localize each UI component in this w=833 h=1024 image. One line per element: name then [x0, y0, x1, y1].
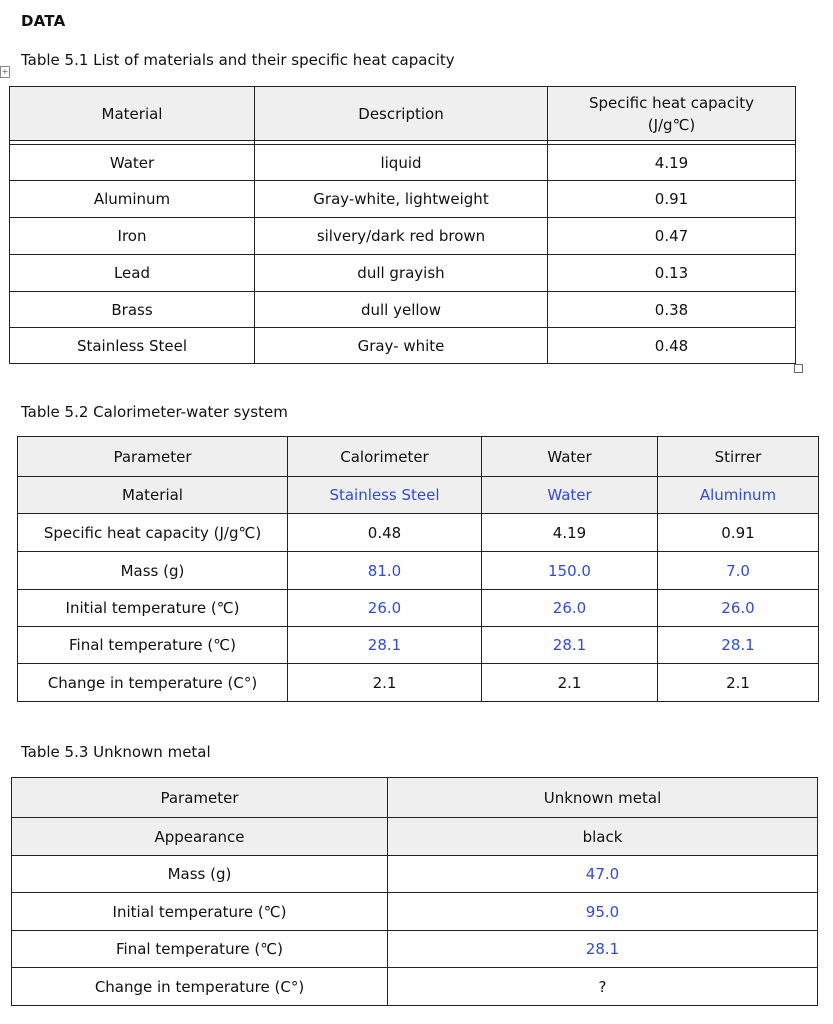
- table-resize-handle-icon[interactable]: [794, 364, 803, 373]
- table-row: [10, 255, 796, 292]
- header-stirrer: Stirrer: [658, 437, 819, 477]
- table-cell: 26.0: [658, 590, 819, 627]
- table-cell: 28.1: [658, 627, 819, 664]
- table-cell: 0.48: [548, 328, 796, 364]
- table3-caption: Table 5.3 Unknown metal: [21, 743, 211, 761]
- table-header-row: [18, 437, 819, 477]
- calorimeter-table: [17, 436, 819, 702]
- table-cell: 28.1: [288, 627, 482, 664]
- table-row: [12, 856, 818, 893]
- table-cell: Change in temperature (C°): [12, 968, 388, 1006]
- header-unknown-metal: Unknown metal: [388, 778, 818, 818]
- table-cell: 4.19: [482, 514, 658, 552]
- header-material: Material: [10, 87, 255, 141]
- table-row: [10, 218, 796, 255]
- unknown-metal-table: [11, 777, 818, 1006]
- header-specific-heat: Specific heat capacity (J/g℃): [548, 87, 796, 141]
- table-cell: 0.47: [548, 218, 796, 255]
- table-row: [12, 818, 818, 856]
- table-cell: 28.1: [482, 627, 658, 664]
- table-cell: Aluminum: [658, 477, 819, 514]
- table-row: [10, 145, 796, 181]
- table-row: [18, 477, 819, 514]
- table-cell: 26.0: [482, 590, 658, 627]
- table-cell: Final temperature (℃): [12, 931, 388, 968]
- table-row: [12, 968, 818, 1006]
- table-cell: 26.0: [288, 590, 482, 627]
- header-parameter: Parameter: [18, 437, 288, 477]
- table-cell: ?: [388, 968, 818, 1006]
- table-cell: Gray- white: [255, 328, 548, 364]
- table-cell: silvery/dark red brown: [255, 218, 548, 255]
- table-cell: Brass: [10, 292, 255, 328]
- table-cell: 2.1: [658, 664, 819, 702]
- table-cell: Material: [18, 477, 288, 514]
- table-cell: 95.0: [388, 893, 818, 931]
- table-cell: Mass (g): [18, 552, 288, 590]
- header-water: Water: [482, 437, 658, 477]
- table1-caption: Table 5.1 List of materials and their specific heat capacity: [21, 51, 455, 69]
- table-cell: liquid: [255, 145, 548, 181]
- table-row: [12, 893, 818, 931]
- table-row: [18, 514, 819, 552]
- table-cell: 0.91: [658, 514, 819, 552]
- table-cell: 2.1: [288, 664, 482, 702]
- table-cell: 4.19: [548, 145, 796, 181]
- table2-caption: Table 5.2 Calorimeter-water system: [21, 403, 288, 421]
- table-cell: Initial temperature (℃): [12, 893, 388, 931]
- table-cell: 2.1: [482, 664, 658, 702]
- table-row: [18, 627, 819, 664]
- table-cell: Initial temperature (℃): [18, 590, 288, 627]
- table-cell: 28.1: [388, 931, 818, 968]
- table-row: [18, 664, 819, 702]
- table-cell: Water: [10, 145, 255, 181]
- section-heading: DATA: [21, 12, 66, 30]
- table-row: [10, 292, 796, 328]
- table-cell: 0.13: [548, 255, 796, 292]
- table-row: [18, 552, 819, 590]
- table-cell: Water: [482, 477, 658, 514]
- table-cell: dull yellow: [255, 292, 548, 328]
- table-row: [12, 931, 818, 968]
- table-row: [10, 181, 796, 218]
- table-cell: 47.0: [388, 856, 818, 893]
- materials-table: [9, 86, 796, 364]
- table-row: [10, 328, 796, 364]
- table-cell: 81.0: [288, 552, 482, 590]
- table-cell: Lead: [10, 255, 255, 292]
- table-cell: 0.38: [548, 292, 796, 328]
- table-cell: Stainless Steel: [10, 328, 255, 364]
- table-cell: Appearance: [12, 818, 388, 856]
- table-move-handle-icon[interactable]: +: [1, 67, 9, 76]
- table-cell: 0.91: [548, 181, 796, 218]
- table-cell: Stainless Steel: [288, 477, 482, 514]
- table-cell: black: [388, 818, 818, 856]
- table-cell: Aluminum: [10, 181, 255, 218]
- table-cell: Final temperature (℃): [18, 627, 288, 664]
- header-description: Description: [255, 87, 548, 141]
- table-cell: 7.0: [658, 552, 819, 590]
- table-cell: Gray-white, lightweight: [255, 181, 548, 218]
- table-cell: 0.48: [288, 514, 482, 552]
- header-calorimeter: Calorimeter: [288, 437, 482, 477]
- table-header-row: [12, 778, 818, 818]
- table-row: [18, 590, 819, 627]
- table-cell: dull grayish: [255, 255, 548, 292]
- table-cell: Mass (g): [12, 856, 388, 893]
- header-parameter: Parameter: [12, 778, 388, 818]
- table-header-row: [10, 87, 796, 141]
- table-cell: Change in temperature (C°): [18, 664, 288, 702]
- table-cell: 150.0: [482, 552, 658, 590]
- table-cell: Specific heat capacity (J/g℃): [18, 514, 288, 552]
- table-cell: Iron: [10, 218, 255, 255]
